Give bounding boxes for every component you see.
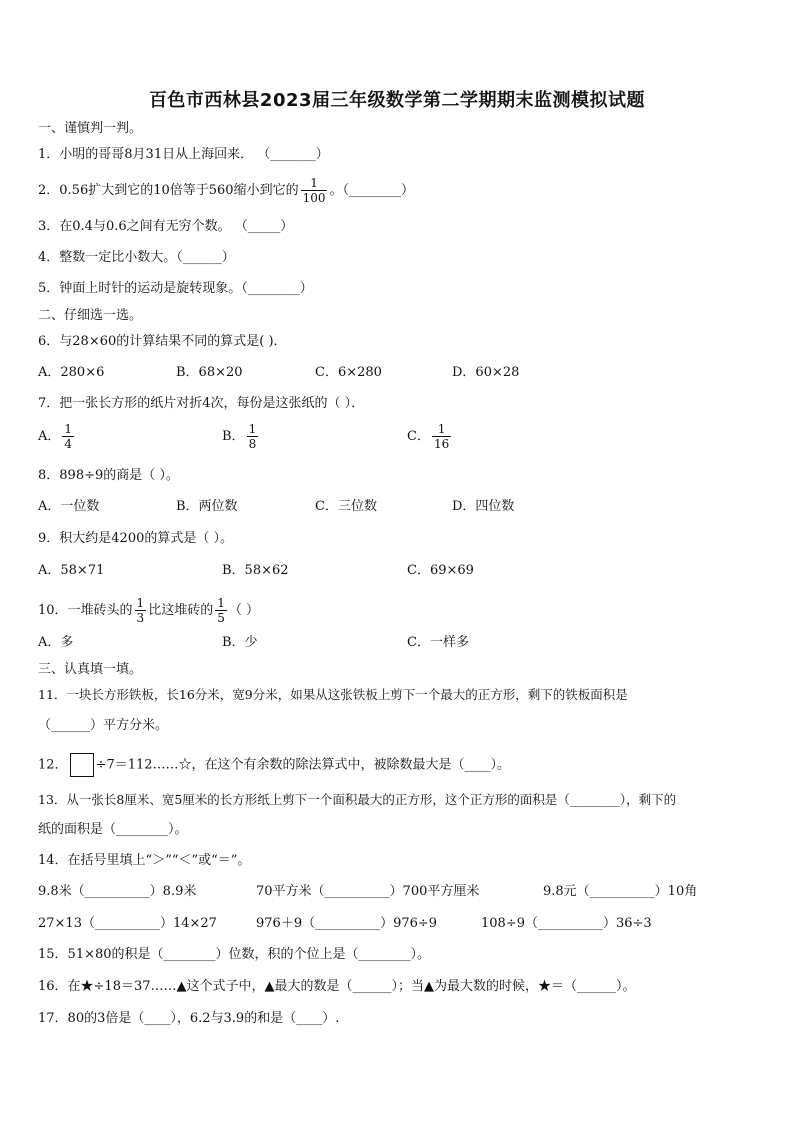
question-6-option-c: C．6×280	[315, 365, 382, 380]
question-8-option-b: B．两位数	[176, 499, 238, 514]
section-2-heading: 二、仔细选一选。	[38, 308, 143, 323]
option-fraction	[432, 422, 451, 451]
question-3: 3．在0.4与0.6之间有无穷个数。 （_____）	[38, 219, 294, 234]
fraction-denominator: 5	[217, 611, 225, 625]
option-label: A．	[38, 429, 61, 444]
question-9-option-a: A．58×71	[38, 563, 105, 578]
question-12	[38, 753, 510, 777]
question-14: 14．在括号里填上“＞”“＜”或“＝”。	[38, 853, 251, 868]
question-15: 15．51×80的积是（________）位数，积的个位上是（________）。	[38, 947, 431, 962]
question-6-option-b: B．68×20	[176, 365, 243, 380]
question-10-text: 10．一堆砖头的	[38, 603, 133, 618]
question-8: 8．898÷9的商是（ ）。	[38, 468, 179, 483]
question-13-line-2: 纸的面积是（________）。	[38, 822, 188, 837]
question-6-option-d: D．60×28	[452, 365, 520, 380]
fraction-denominator: 3	[136, 611, 145, 625]
question-13-line-1: 13．从一张长8厘米、宽5厘米的长方形纸上剪下一个面积最大的正方形，这个正方形的面积是（________），剩下的	[38, 792, 677, 807]
fraction-numerator: 1	[310, 176, 318, 190]
question-7-option-b	[222, 422, 260, 451]
question-8-option-c: C．三位数	[315, 499, 377, 514]
fraction-numerator: 1	[248, 422, 257, 436]
question-9: 9．积大约是4200的算式是（ ）。	[38, 531, 233, 546]
question-2	[38, 176, 414, 205]
question-10-fraction-2	[215, 596, 227, 625]
question-10-blank: （ ）	[228, 603, 259, 618]
question-10-text-mid: 比这堆砖的	[148, 603, 214, 618]
question-10	[38, 596, 259, 625]
answer-box	[70, 753, 94, 777]
question-17: 17．80的3倍是（____），6.2与3.9的和是（____）.	[38, 1011, 340, 1026]
question-16: 16．在★÷18＝37……▲这个式子中，▲最大的数是（______）；当▲为最大数的时候，★＝（______）。	[38, 979, 636, 994]
question-14-row-2-item-3: 108÷9（__________）36÷3	[481, 916, 652, 931]
fraction-denominator: 100	[302, 191, 326, 205]
section-1-heading: 一、谨慎判一判。	[38, 121, 143, 136]
question-4: 4．整数一定比小数大。（______）	[38, 250, 235, 265]
question-14-row-1-item-3: 9.8元（__________）10角	[543, 884, 698, 899]
option-fraction	[62, 422, 74, 451]
question-1: 1．小明的哥哥8月31日从上海回来． （_______）	[38, 147, 329, 162]
question-2-text: 2．0.56扩大到它的10倍等于560缩小到它的	[38, 183, 299, 198]
question-10-option-a: A．多	[38, 635, 74, 650]
option-fraction	[247, 422, 259, 451]
option-label: B．	[222, 429, 245, 444]
section-3-heading: 三、认真填一填。	[38, 662, 143, 677]
fraction-numerator: 1	[437, 422, 446, 436]
fraction-denominator: 8	[248, 437, 257, 451]
question-8-option-d: D．四位数	[452, 499, 515, 514]
question-14-row-2-item-2: 976＋9（__________）976÷9	[256, 916, 438, 931]
option-label: C．	[407, 429, 430, 444]
question-9-option-b: B．58×62	[222, 563, 289, 578]
question-6: 6．与28×60的计算结果不同的算式是( )．	[38, 334, 287, 349]
question-8-option-a: A．一位数	[38, 499, 100, 514]
fraction-numerator: 1	[136, 596, 145, 610]
question-12-text: ÷7＝112……☆，在这个有余数的除法算式中，被除数最大是（____）。	[95, 757, 511, 773]
question-7: 7．把一张长方形的纸片对折4次，每份是这张纸的（ ）．	[38, 396, 365, 411]
question-14-row-2-item-1: 27×13（__________）14×27	[38, 916, 217, 931]
question-10-option-c: C．一样多	[407, 635, 469, 650]
question-2-fraction	[301, 176, 328, 205]
question-9-option-c: C．69×69	[407, 563, 474, 578]
question-7-option-c	[407, 422, 453, 451]
fraction-numerator: 1	[217, 596, 225, 610]
question-14-row-1-item-1: 9.8米（__________）8.9米	[38, 884, 197, 899]
question-14-row-1-item-2: 70平方米（__________）700平方厘米	[256, 884, 480, 899]
question-12-number: 12．	[38, 757, 68, 773]
question-10-option-b: B．少	[222, 635, 258, 650]
fraction-numerator: 1	[64, 422, 73, 436]
question-2-blank: 。（________）	[329, 183, 414, 198]
question-10-fraction-1	[135, 596, 147, 625]
fraction-denominator: 16	[433, 437, 450, 451]
fraction-denominator: 4	[64, 437, 73, 451]
page-title: 百色市西林县2023届三年级数学第二学期期末监测模拟试题	[148, 90, 646, 111]
question-11-line-2: （______）平方分米。	[38, 718, 169, 733]
question-7-option-a	[38, 422, 76, 451]
question-5: 5．钟面上时针的运动是旋转现象。（________）	[38, 281, 313, 296]
question-6-option-a: A．280×6	[38, 365, 105, 380]
question-11-line-1: 11．一块长方形铁板，长16分米，宽9分米，如果从这张铁板上剪下一个最大的正方形，剩下的铁板面积是	[38, 687, 628, 702]
